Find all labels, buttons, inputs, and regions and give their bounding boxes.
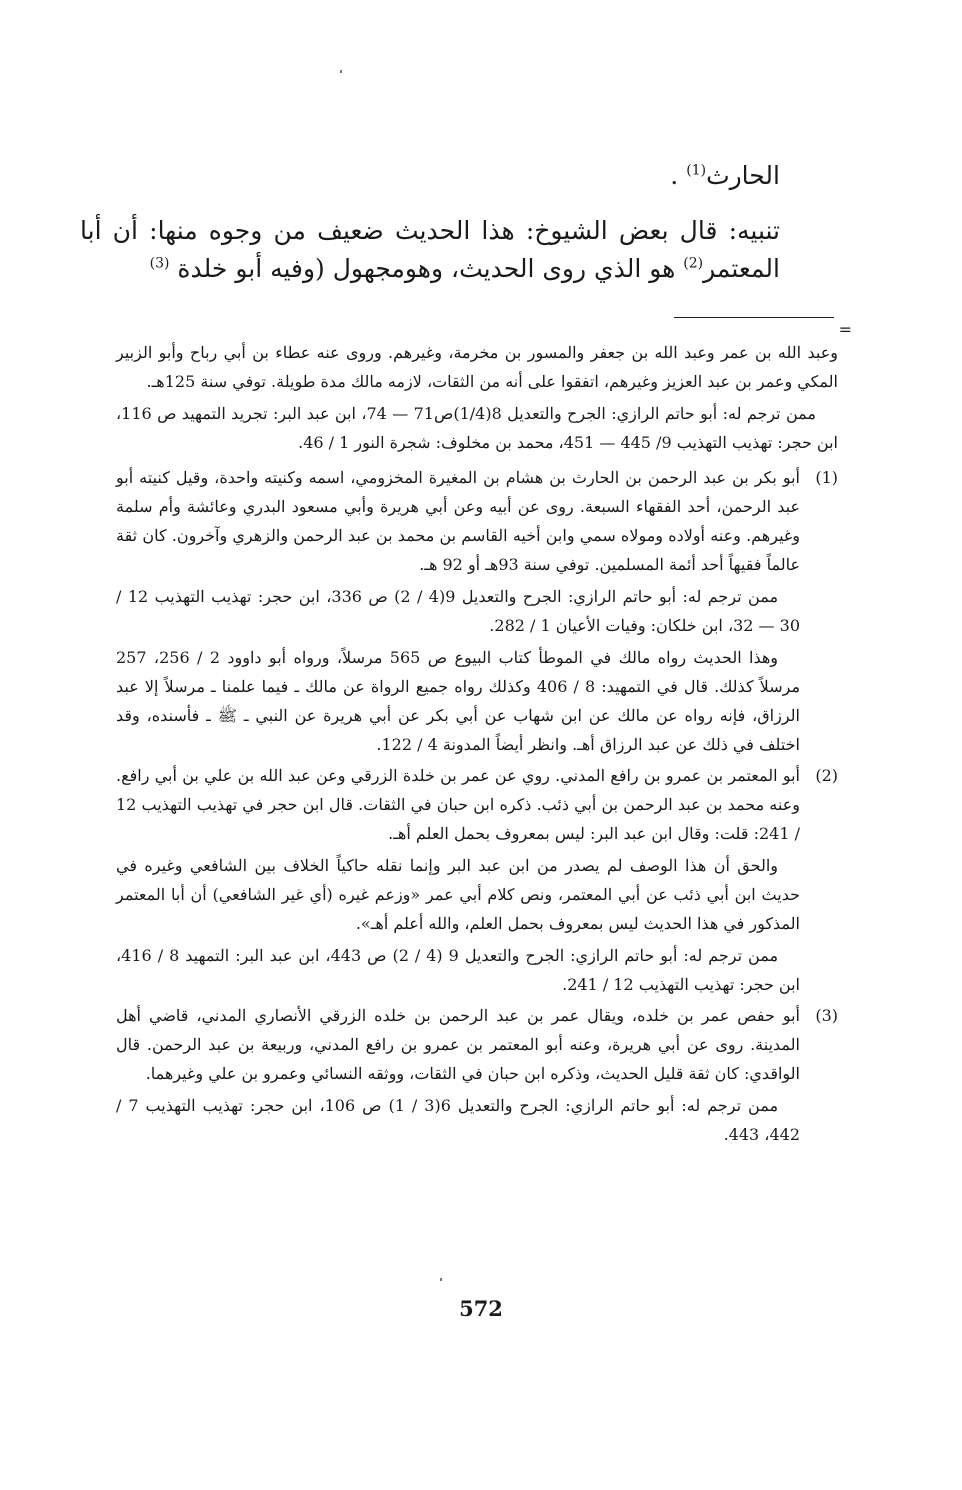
continuation-end: . <box>670 161 687 190</box>
footnote-ref-2: (2) <box>683 255 704 272</box>
footnote-paragraph: أبو حفص عمر بن خلده، ويقال عمر بن عبد الرحمن بن خلده الزرقي الأنصاري المدني، قاضي أهل المدينة. روى عن أبي هريرة، وعنه أبو المعتمر بن عمرو بن رافع المدني، وربيعة بن عبد الرحمن. قال الواقدي: كان ثقة قليل الحديث، وذكره ابن حبان في الثقات، ووثقه النسائي وعمرو بن علي وغيرهما. <box>116 1006 800 1083</box>
footnote-3 <box>116 1001 838 1149</box>
tanbih-paragraph <box>80 212 780 288</box>
tanbih-label: تنبيه: <box>728 216 780 245</box>
tanbih-text-part2: هو الذي روى الحديث، وهومجهول (وفيه أبو خلدة <box>177 254 684 283</box>
footnote-references: ممن ترجم له: أبو حاتم الرازي: الجرح والتعديل 9 (4 / 2) ص 443، ابن عبد البر: التمهيد 8 / 416، ابن حجر: تهذيب التهذيب 12 / 241. <box>116 946 800 994</box>
main-text-continuation <box>180 160 780 192</box>
scan-speck <box>340 70 342 73</box>
footnote-paragraph: والحق أن هذا الوصف لم يصدر من ابن عبد البر وإنما نقله حاكياً الخلاف بين الشافعي وغيره في حديث ابن أبي ذئب عن أبي المعتمر، ونص كلام أبي عمر «وزعم غيره (أي غير الشافعي) أن أبا المعتمر المذكور في هذا الحديث ليس بمعروف بحمل العلم، والله أعلم أهـ». <box>116 856 800 933</box>
scan-speck <box>440 1278 442 1281</box>
footnotes-section <box>116 338 838 1151</box>
footnote-paragraph: وهذا الحديث رواه مالك في الموطأ كتاب البيوع ص 565 مرسلاً، ورواه أبو داوود 2 / 256، 257 مرسلاً كذلك. قال في التمهيد: 8 / 406 وكذلك رواه جميع الرواة عن مالك ـ فيما علمنا ـ مرسلاً إلا عبد الرزاق، فإنه رواه عن مالك عن ابن شهاب عن أبي بكر عن أبي هريرة عن النبي ـ ﷺ ـ فأسنده، وقد اختلف في ذلك عن عبد الرزاق أهـ. وانظر أيضاً المدونة 4 / 122. <box>116 648 801 754</box>
footnote-continuation <box>116 338 838 457</box>
footnote-references: ممن ترجم له: أبو حاتم الرازي: الجرح والتعديل 8(1/4)ص71 — 74، ابن عبد البر: تجريد التمهيد ص 116، ابن حجر: تهذيب التهذيب 9/ 445 — 451، محمد بن مخلوف: شجرة النور 1 / 46. <box>116 404 838 452</box>
footnote-paragraph: وعبد الله بن عمر وعبد الله بن جعفر والمسور بن مخرمة، وغيرهم. وروى عنه عطاء بن أبي رباح وأبو الزبير المكي وعمر بن عبد العزيز وغيرهم، اتفقوا على أنه من الثقات، لازمه مالك مدة طويلة. توفي سنة 125هـ. <box>116 343 838 391</box>
footnote-paragraph: أبو المعتمر بن عمرو بن رافع المدني. روي عن عمر بن خلدة الزرقي وعن عبد الله بن علي بن أبي رافع. وعنه محمد بن عبد الرحمن بن أبي ذئب. ذكره ابن حبان في الثقات. قال ابن حجر في تهذيب التهذيب 12 / 241: قلت: وقال ابن عبد البر: ليس بمعروف بحمل العلم أهـ. <box>116 766 800 843</box>
footnote-references: ممن ترجم له: أبو حاتم الرازي: الجرح والتعديل 9(4 / 2) ص 336، ابن حجر: تهذيب التهذيب 12 / 30 — 32، ابن خلكان: وفيات الأعيان 1 / 282. <box>116 587 800 635</box>
footnote-continuation-mark: = <box>838 320 852 339</box>
footnote-paragraph: أبو بكر بن عبد الرحمن بن الحارث بن هشام بن المغيرة المخزومي، اسمه وكنيته واحدة، وقيل كنيته أبو عبد الرحمن، أحد الفقهاء السبعة. روى عن أبيه وعن أبي هريرة وأبي مسعود البدري وعائشة وأم سلمة وغيرهم. وعنه أولاده ومولاه سمي وابن أخيه القاسم بن محمد بن عبد الرحمن والزهري وآخرون. كان ثقة عالماً فقيهاً أحد أئمة المسلمين. توفي سنة 93هـ أو 92 هـ. <box>116 468 800 574</box>
footnote-number: (1) <box>815 468 838 487</box>
footnote-number: (2) <box>815 766 838 785</box>
footnote-1 <box>116 463 838 759</box>
footnote-ref-3: (3) <box>149 255 170 272</box>
continuation-word: الحارث <box>706 161 780 190</box>
footnote-references: ممن ترجم له: أبو حاتم الرازي: الجرح والتعديل 6(3 / 1) ص 106، ابن حجر: تهذيب التهذيب 7 / 442، 443. <box>116 1096 800 1144</box>
footnote-number: (3) <box>815 1006 838 1025</box>
footnote-ref-1: (1) <box>686 162 707 179</box>
tanbih-text-part1: قال بعض الشيوخ: هذا الحديث ضعيف من وجوه منها: أن أبا المعتمر <box>80 216 780 283</box>
footnote-separator <box>674 317 834 318</box>
page-number: 572 <box>459 1296 503 1321</box>
footnote-2 <box>116 761 838 999</box>
